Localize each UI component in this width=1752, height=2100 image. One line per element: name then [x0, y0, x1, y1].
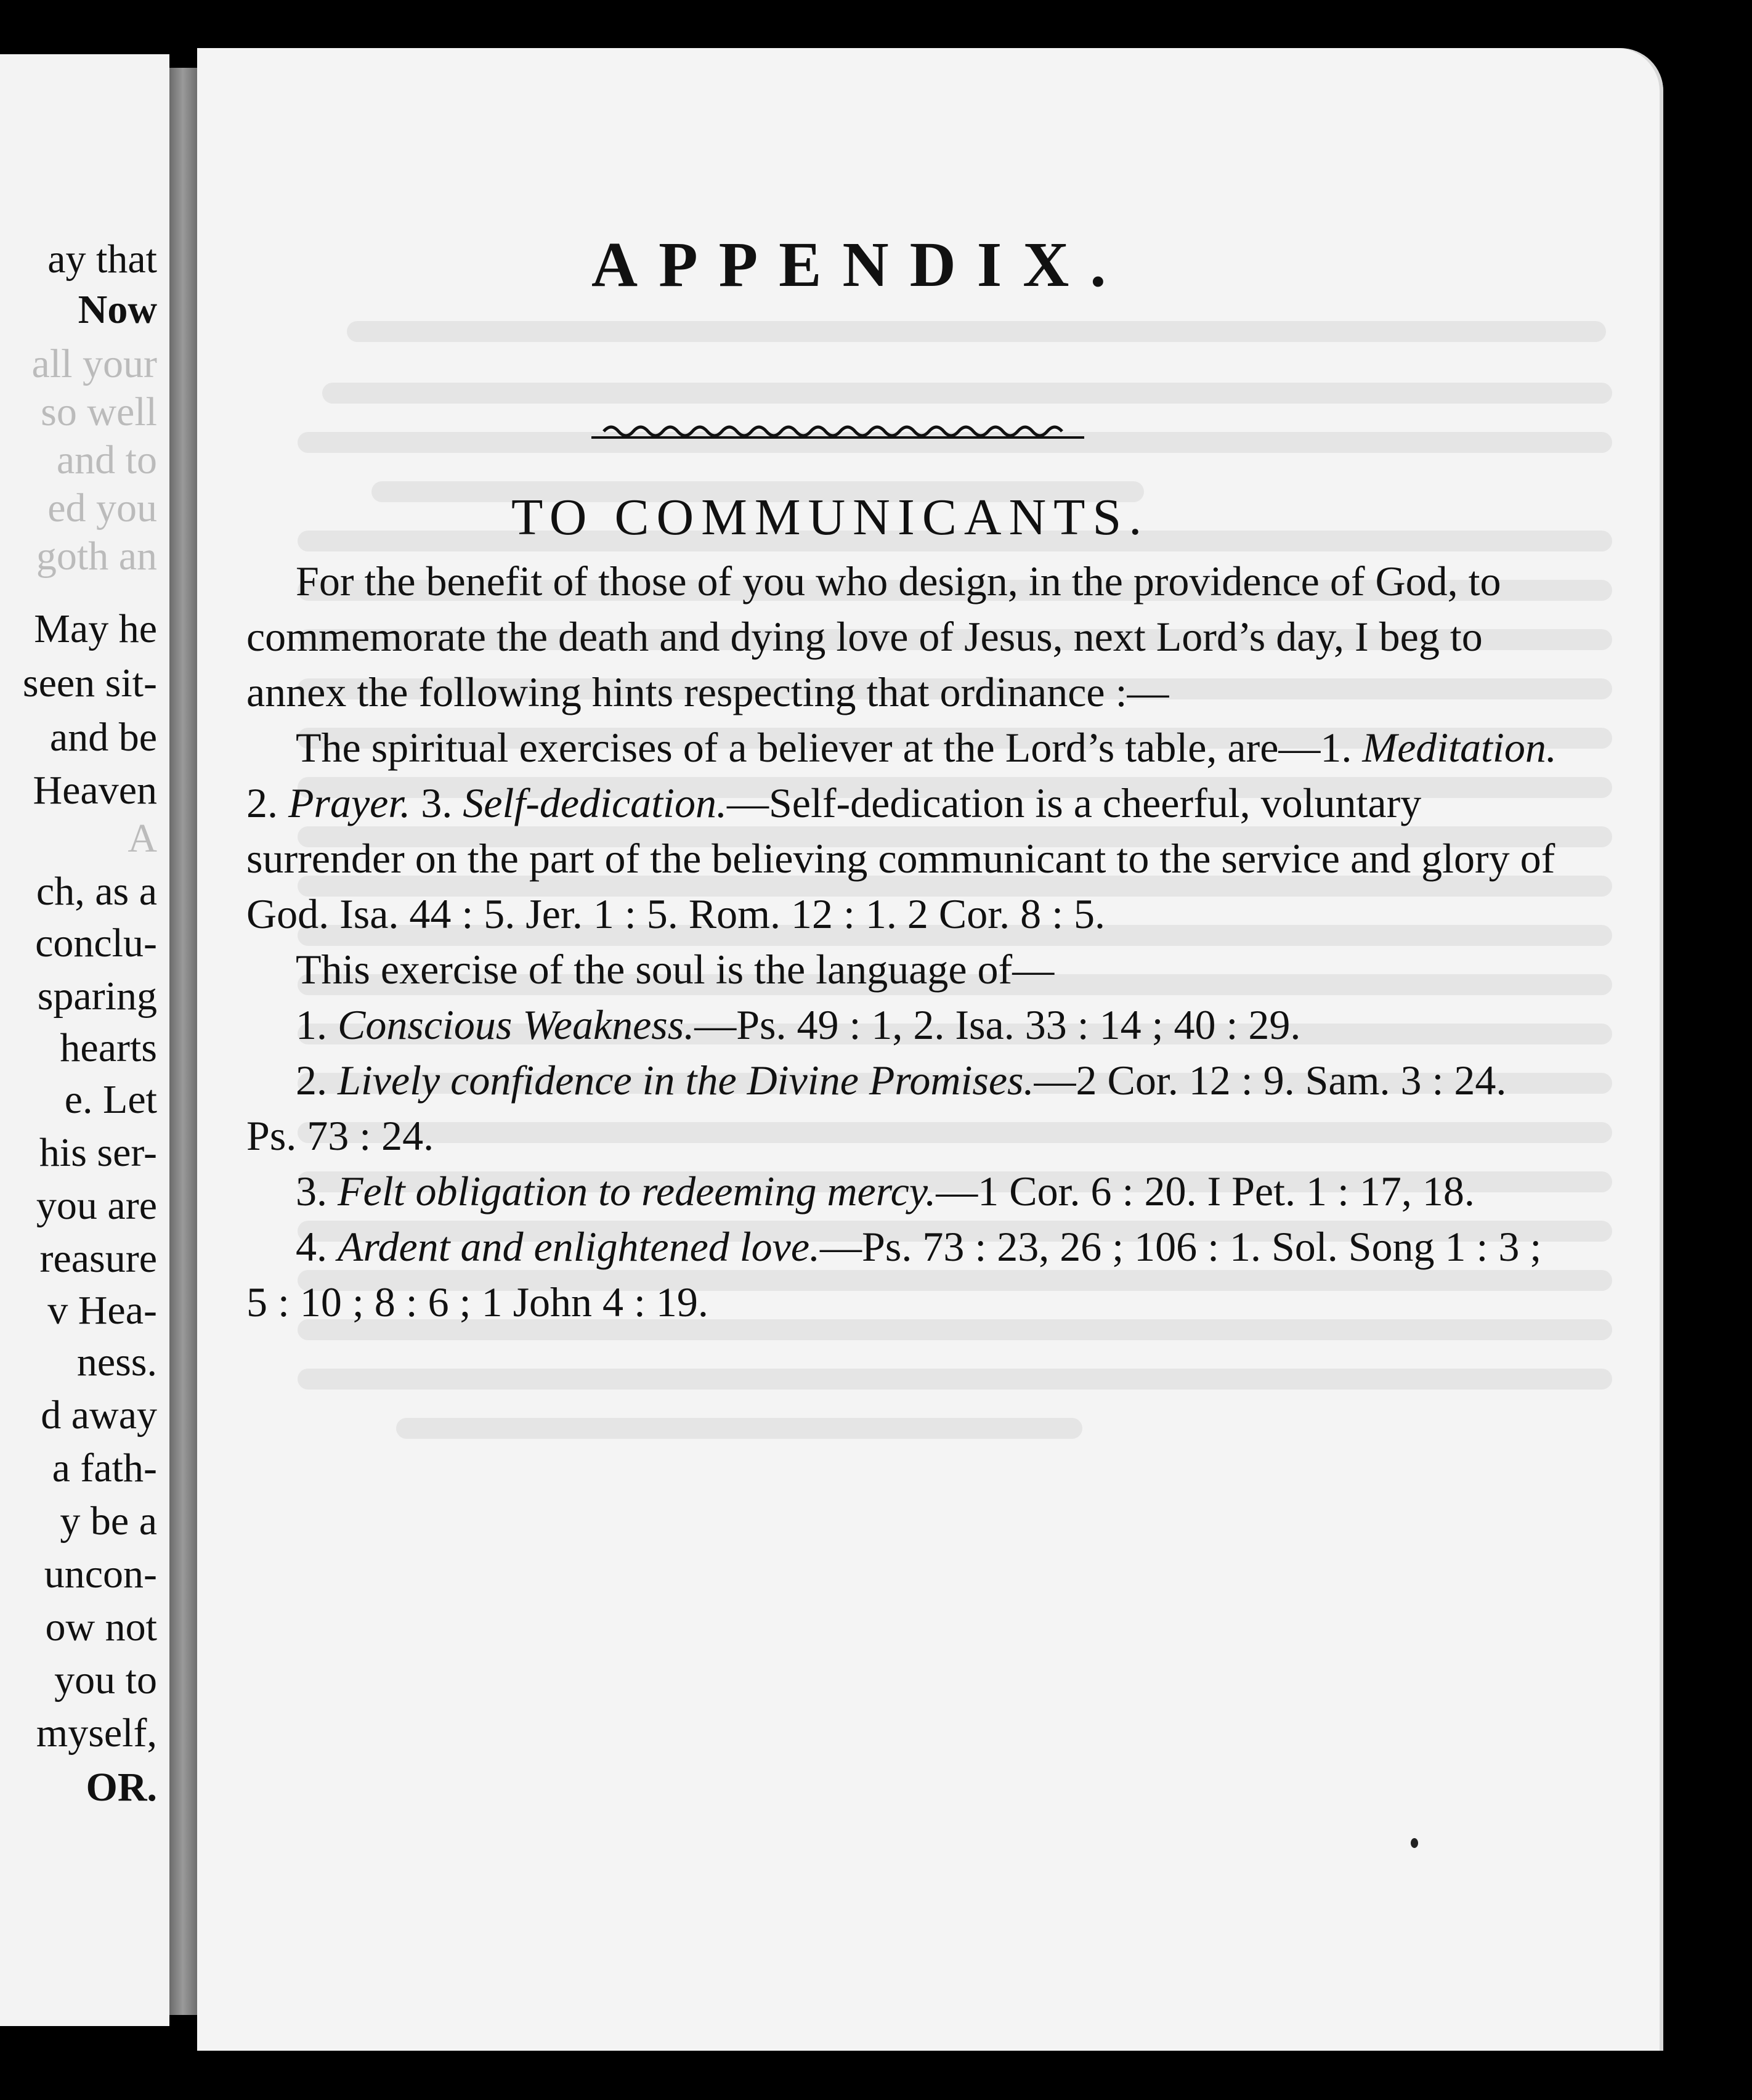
left-facing-page	[0, 54, 169, 2026]
exercises-sep: 2.	[246, 779, 288, 826]
language-item	[246, 997, 1559, 1052]
language-intro: This exercise of the soul is the language of—	[296, 946, 1055, 993]
left-fragment: hearts	[60, 1025, 157, 1070]
item-references: —1 Cor. 6 : 20. I Pet. 1 : 17, 18.	[936, 1168, 1475, 1215]
left-fragment: d away	[41, 1393, 157, 1438]
item-references: —Ps. 73 : 23, 26 ; 106 : 1. Sol. Song 1 : 3 ; 5 : 10 ; 8 : 6 ; 1 John 4 : 19.	[246, 1223, 1542, 1325]
left-fragment: v Hea-	[47, 1288, 157, 1333]
right-page	[197, 48, 1663, 2051]
left-fragment: ness.	[76, 1340, 157, 1385]
left-fragment: so well	[41, 389, 157, 434]
language-item	[246, 1219, 1559, 1330]
left-fragment: and to	[56, 437, 157, 482]
exercise-meditation: Meditation.	[1362, 724, 1557, 771]
item-number: 4.	[296, 1223, 327, 1270]
appendix-title: APPENDIX.	[591, 229, 1127, 300]
left-fragment: ay that	[47, 237, 157, 282]
language-item	[246, 1163, 1559, 1219]
intro-paragraph: For the benefit of those of you who design, in the providence of God, to commemorate the death and dying love of Jesus, next Lord’s day, I beg to annex the following hints respecting that ordinance :—	[246, 558, 1501, 715]
left-fragment: seen sit-	[22, 661, 157, 706]
section-heading: TO COMMUNICANTS.	[511, 489, 1150, 546]
language-item	[246, 1052, 1559, 1163]
left-fragment: goth an	[36, 534, 157, 579]
item-number: 3.	[296, 1168, 327, 1215]
exercises-sep: 3.	[410, 779, 463, 826]
body-text	[246, 553, 1559, 1330]
left-fragment: his ser-	[39, 1130, 157, 1175]
left-fragment: ed you	[47, 486, 157, 531]
left-fragment: myself,	[36, 1711, 157, 1756]
item-title: Lively confidence in the Divine Promises.	[338, 1057, 1034, 1104]
exercises-lead: The spiritual exercises of a believer at the Lord’s table, are—1.	[296, 724, 1363, 771]
item-title: Felt obligation to redeeming mercy.	[338, 1168, 936, 1215]
item-title: Conscious Weakness.	[338, 1001, 695, 1048]
left-fragment: a fath-	[52, 1446, 157, 1491]
left-fragment: Now	[78, 287, 157, 332]
left-fragment: reasure	[39, 1236, 157, 1281]
left-fragment: y be a	[60, 1499, 157, 1544]
left-fragment: sparing	[37, 974, 157, 1019]
left-fragment: OR.	[86, 1765, 157, 1810]
item-title: Ardent and enlightened love.	[338, 1223, 821, 1270]
exercise-self-dedication: Self-dedication.	[463, 779, 727, 826]
item-references: —Ps. 49 : 1, 2. Isa. 33 : 14 ; 40 : 29.	[694, 1001, 1301, 1048]
left-fragment: A	[128, 816, 157, 861]
left-fragment: e. Let	[64, 1077, 157, 1122]
left-fragment: ch, as a	[36, 869, 157, 914]
exercises-paragraph	[246, 720, 1559, 942]
left-fragment: May he	[34, 606, 157, 651]
left-fragment: and be	[49, 715, 157, 760]
left-fragment: uncon-	[44, 1552, 157, 1597]
wavy-rule-divider	[591, 418, 1084, 442]
item-number: 2.	[296, 1057, 327, 1104]
item-number: 1.	[296, 1001, 327, 1048]
left-fragment: Heaven	[33, 768, 157, 813]
left-fragment: conclu-	[35, 921, 157, 966]
left-fragment: all your	[31, 341, 157, 386]
exercise-prayer: Prayer.	[288, 779, 411, 826]
exercises-rest: —Self-dedication is a cheerful, voluntary surrender on the part of the believing communicant to the service and glory of God. Isa. 44 : 5. Jer. 1 : 5. Rom. 12 : 1. 2 Cor. 8 : 5.	[246, 779, 1555, 937]
ink-speck	[1411, 1838, 1418, 1848]
item-references: —2 Cor. 12 : 9. Sam. 3 : 24. Ps. 73 : 24.	[246, 1057, 1507, 1159]
left-fragment: you to	[54, 1658, 157, 1703]
left-fragment: ow not	[45, 1605, 157, 1650]
left-fragment: you are	[36, 1183, 157, 1228]
